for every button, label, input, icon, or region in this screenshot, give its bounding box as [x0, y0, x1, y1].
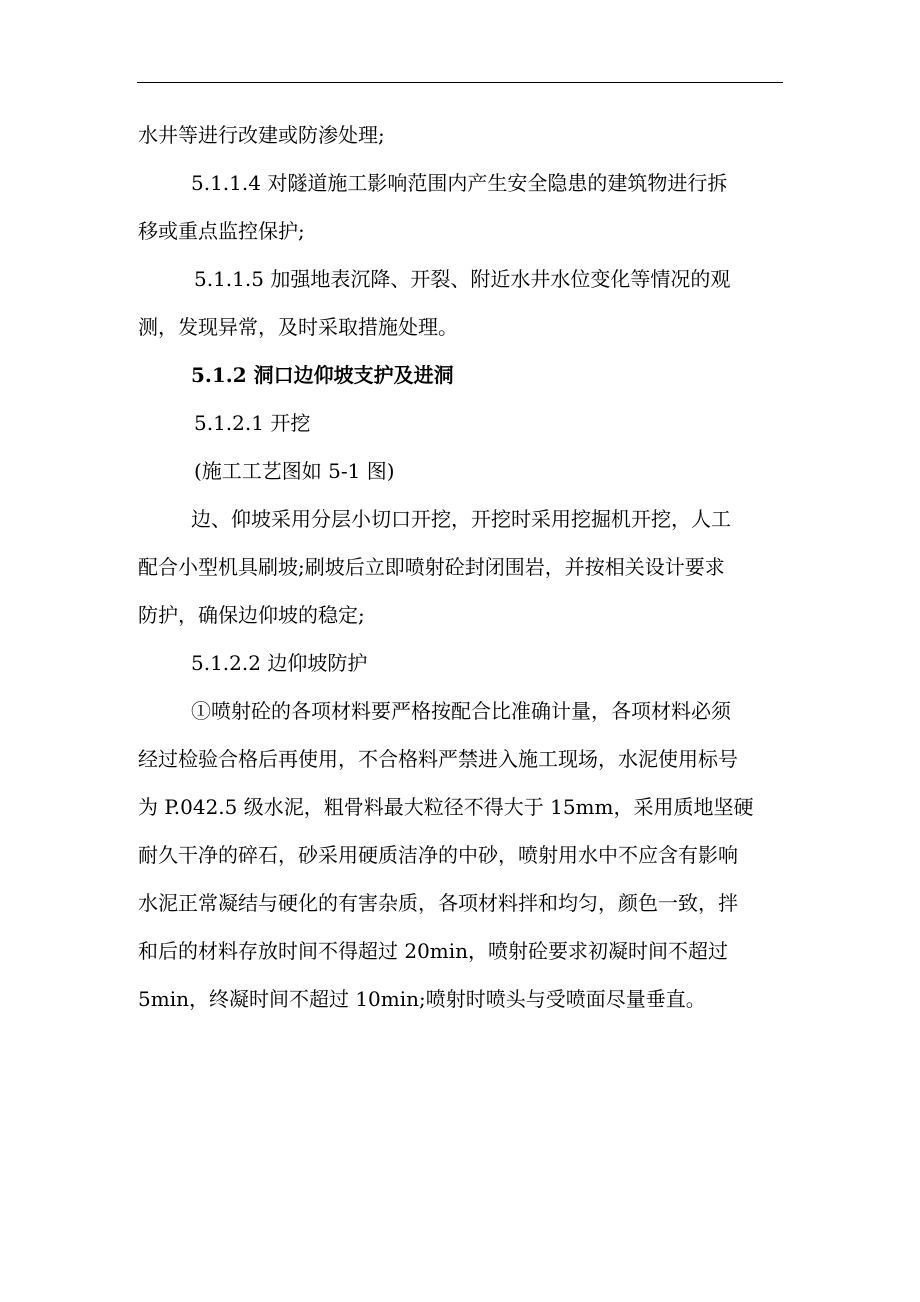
subsection-heading: 5.1.2.1 开挖 [194, 411, 311, 435]
paragraph-line: 经过检验合格后再使用，不合格料严禁进入施工现场，水泥使用标号 [138, 747, 738, 771]
paragraph-line: 配合小型机具刷坡;刷坡后立即喷射砼封闭围岩，并按相关设计要求 [138, 555, 725, 579]
paragraph-line: 移或重点监控保护; [138, 219, 305, 243]
subsection-heading: 5.1.2.2 边仰坡防护 [191, 651, 368, 675]
section-heading: 5.1.2 洞口边仰坡支护及进洞 [191, 363, 454, 387]
paragraph-line: 边、仰坡采用分层小切口开挖，开挖时采用挖掘机开挖，人工 [191, 507, 731, 531]
paragraph-line: ①喷射砼的各项材料要严格按配合比准确计量，各项材料必须 [191, 699, 731, 723]
figure-reference: (施工工艺图如 5-1 图) [194, 459, 395, 483]
paragraph-line: 5.1.1.5 加强地表沉降、开裂、附近水井水位变化等情况的观 [194, 267, 731, 291]
paragraph-line: 水泥正常凝结与硬化的有害杂质，各项材料拌和均匀，颜色一致，拌 [138, 891, 738, 915]
paragraph-line: 5.1.1.4 对隧道施工影响范围内产生安全隐患的建筑物进行拆 [191, 171, 728, 195]
paragraph-line: 和后的材料存放时间不得超过 20min，喷射砼要求初凝时间不超过 [138, 939, 729, 963]
header-rule [137, 82, 783, 83]
paragraph-line: 防护，确保边仰坡的稳定; [138, 603, 365, 627]
paragraph-line: 水井等进行改建或防渗处理; [138, 123, 385, 147]
paragraph-line: 为 P.042.5 级水泥，粗骨料最大粒径不得大于 15mm，采用质地坚硬 [138, 795, 754, 819]
paragraph-line: 耐久干净的碎石，砂采用硬质洁净的中砂，喷射用水中不应含有影响 [138, 843, 738, 867]
paragraph-line: 测，发现异常，及时采取措施处理。 [138, 315, 458, 339]
document-body [138, 111, 788, 1023]
paragraph-line: 5min，终凝时间不超过 10min;喷射时喷头与受喷面尽量垂直。 [138, 987, 706, 1011]
